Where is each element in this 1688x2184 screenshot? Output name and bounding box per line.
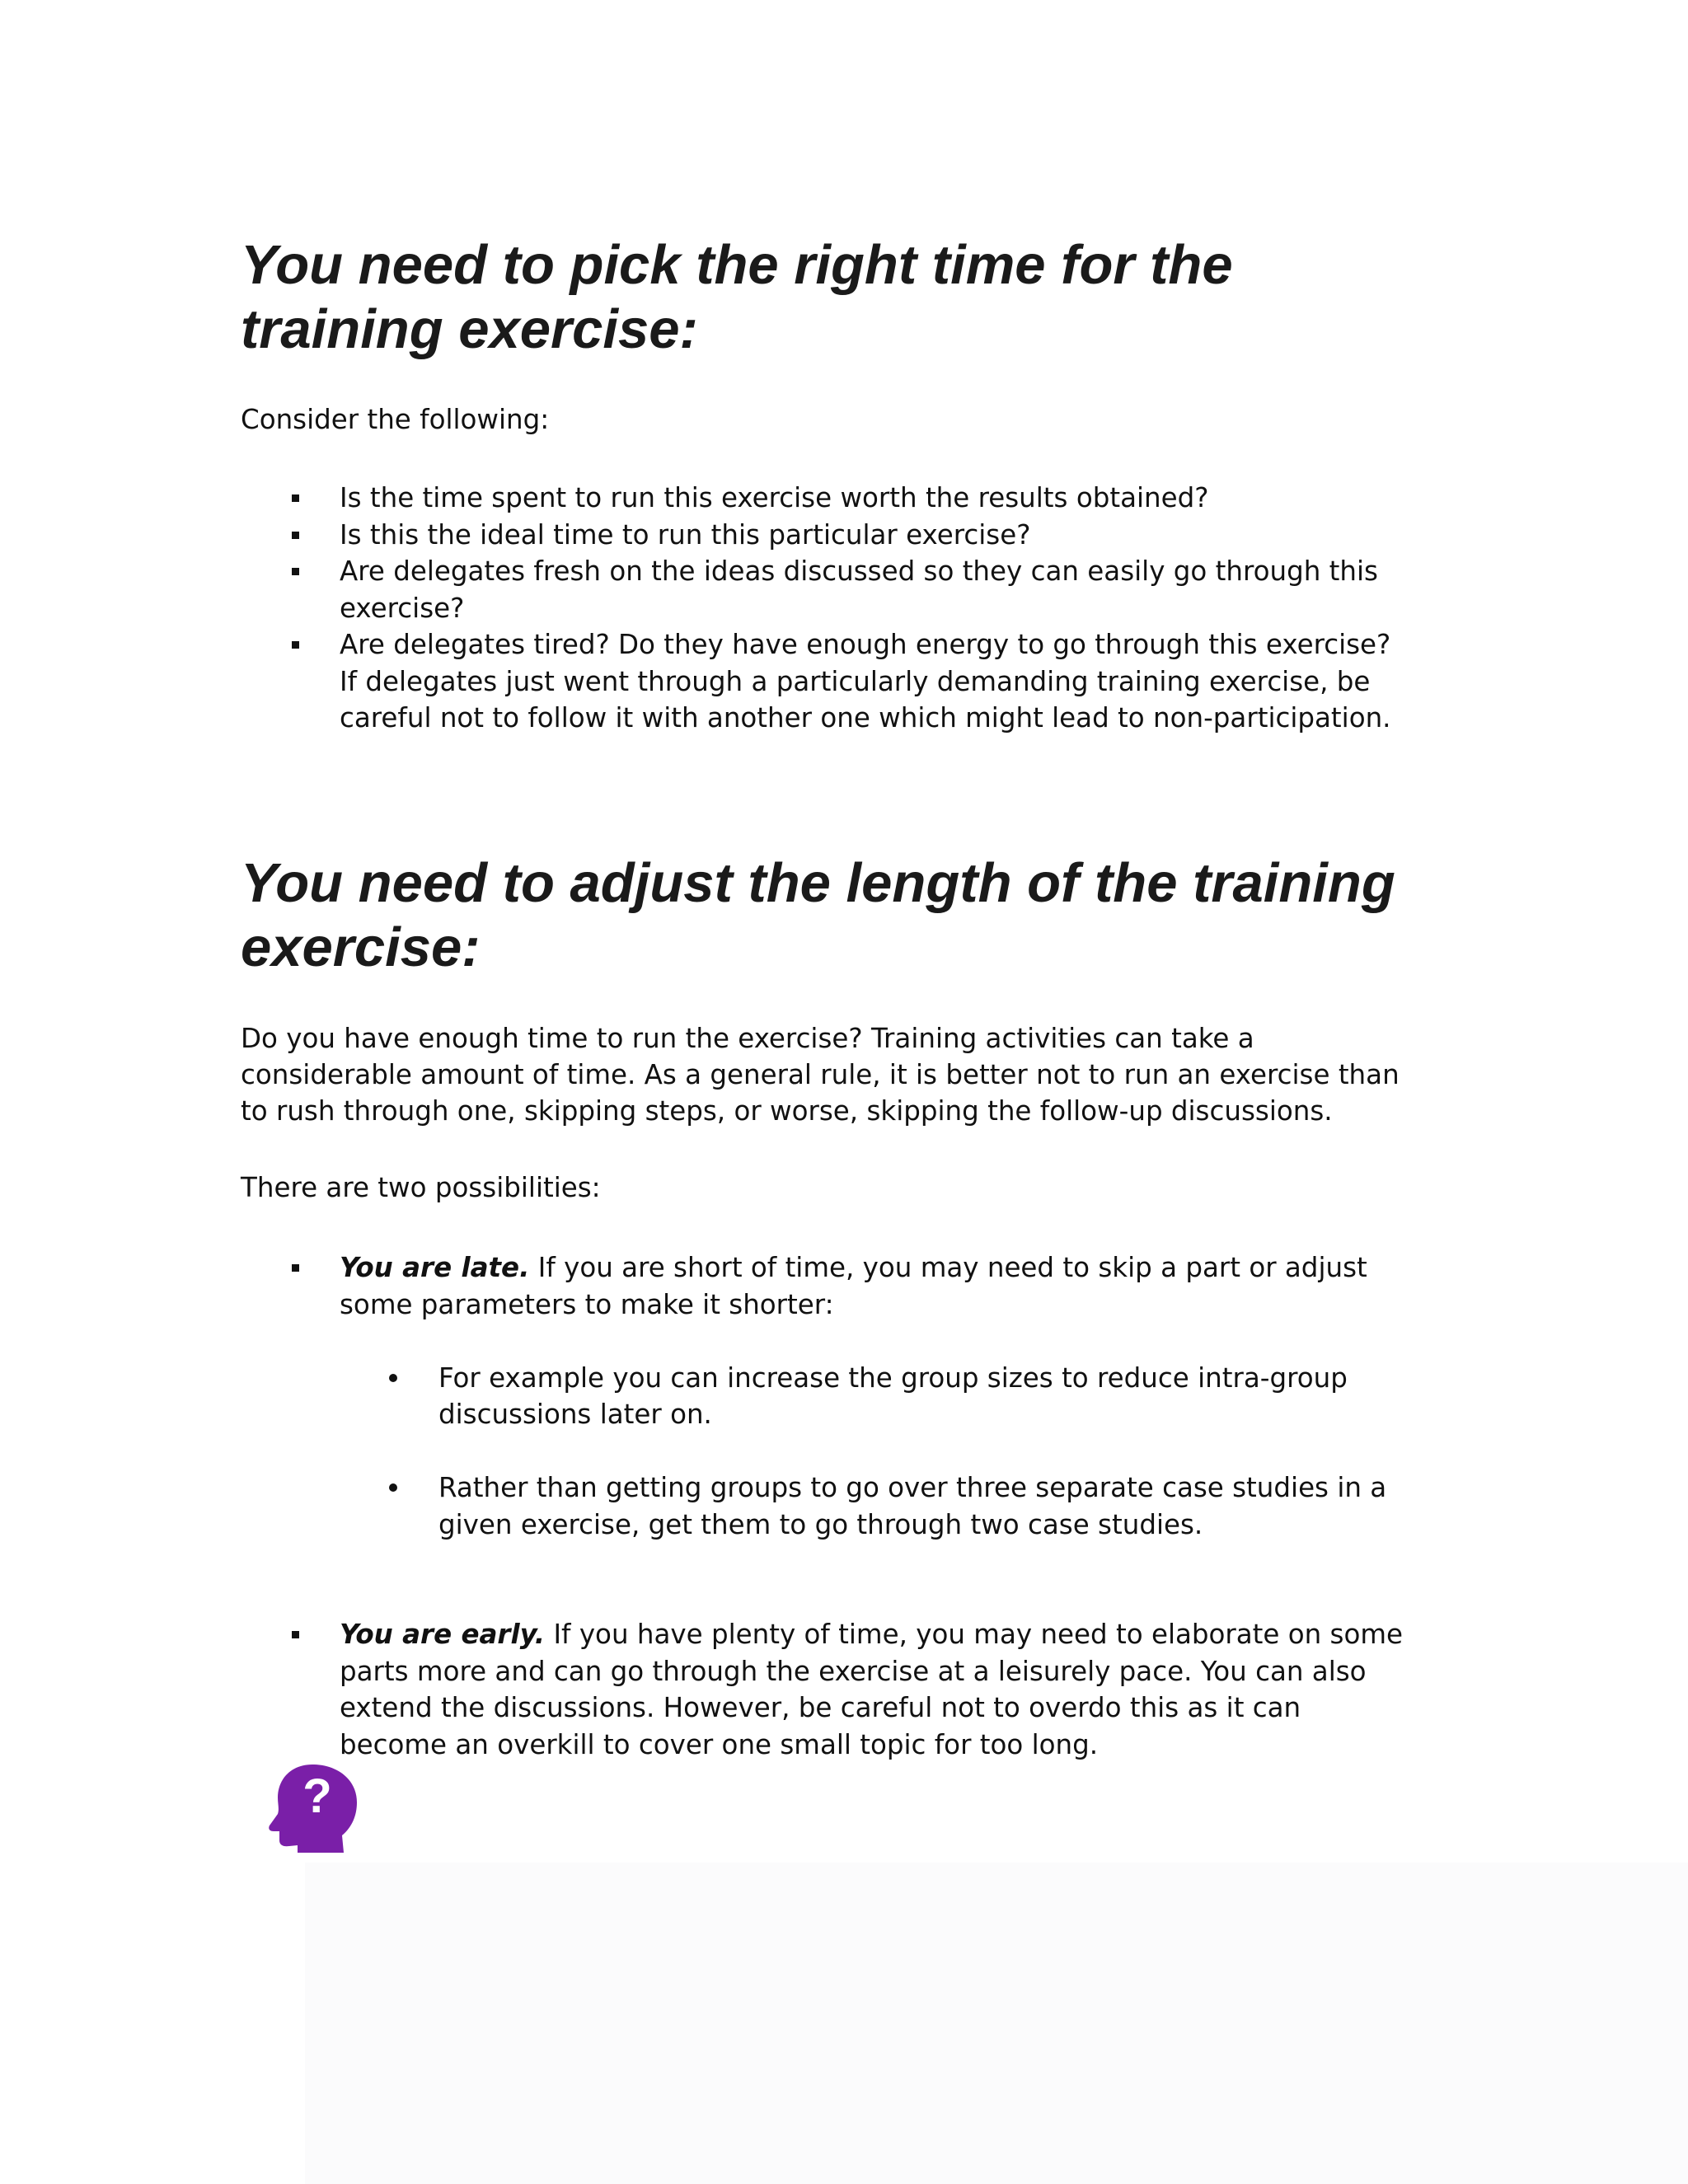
thinking-head-icon — [268, 1761, 359, 1854]
early-lead: You are early. — [340, 1619, 546, 1650]
sub-list-item-text: For example you can increase the group sizes to reduce intra-group discussions later on. — [438, 1361, 1348, 1430]
time-paragraph: Do you have enough time to run the exercise? Training activities can take a considerable amount of time. As a general rule, it is better not to run an exercise than to rush through one, skipping steps, or worse, skipping the follow-up discussions. — [241, 1023, 1400, 1127]
square-bullet-icon — [292, 494, 299, 502]
late-sublist — [340, 1323, 1461, 1580]
square-bullet-icon — [292, 568, 299, 575]
list-item-early — [241, 1616, 1461, 1763]
list-item-text: Is this the ideal time to run this particular exercise? — [340, 518, 1031, 551]
late-lead: You are late. — [340, 1252, 530, 1283]
late-text: If you are short of time, you may need to skip a part or adjust some parameters to make it shorter: — [340, 1252, 1367, 1320]
round-bullet-icon — [389, 1483, 397, 1492]
list-item-text: Are delegates fresh on the ideas discussed so they can easily go through this exercise? — [340, 555, 1378, 624]
round-bullet-icon — [389, 1374, 397, 1382]
square-bullet-icon — [292, 532, 299, 539]
possibilities-paragraph: There are two possibilities: — [241, 1172, 601, 1203]
list-item-text: Is the time spent to run this exercise worth the results obtained? — [340, 482, 1209, 513]
square-bullet-icon — [292, 641, 299, 649]
section-heading-length: You need to adjust the length of the training exercise: — [241, 852, 1395, 978]
sub-list-item — [340, 1469, 1461, 1543]
list-item-late — [241, 1249, 1461, 1616]
timing-checklist — [241, 480, 1461, 737]
list-item — [241, 553, 1461, 626]
list-item — [241, 626, 1461, 737]
intro-paragraph: Consider the following: — [241, 404, 550, 435]
sub-list-item-text: Rather than getting groups to go over three separate case studies in a given exercise, get them to go through two case studies. — [438, 1472, 1387, 1540]
question-mark-glyph: ? — [302, 1769, 332, 1823]
section-heading-timing: You need to pick the right time for the training exercise: — [241, 234, 1233, 360]
possibilities-list — [241, 1249, 1461, 1763]
sub-list-item — [340, 1360, 1461, 1433]
list-item — [241, 480, 1461, 517]
page-background-shade — [305, 1863, 1688, 2184]
list-item — [241, 517, 1461, 554]
square-bullet-icon — [292, 1631, 299, 1638]
early-text: If you have plenty of time, you may need to elaborate on some parts more and can go through the exercise at a leisurely pace. You can also extend the discussions. However, be careful not to overdo this as it can become an overkill to cover one small topic for too long. — [340, 1619, 1404, 1760]
list-item-text: Are delegates tired? Do they have enough energy to go through this exercise? If delegates just went through a particularly demanding training exercise, be careful not to follow it with another one which might lead to non-participation. — [340, 629, 1391, 733]
square-bullet-icon — [292, 1264, 299, 1272]
